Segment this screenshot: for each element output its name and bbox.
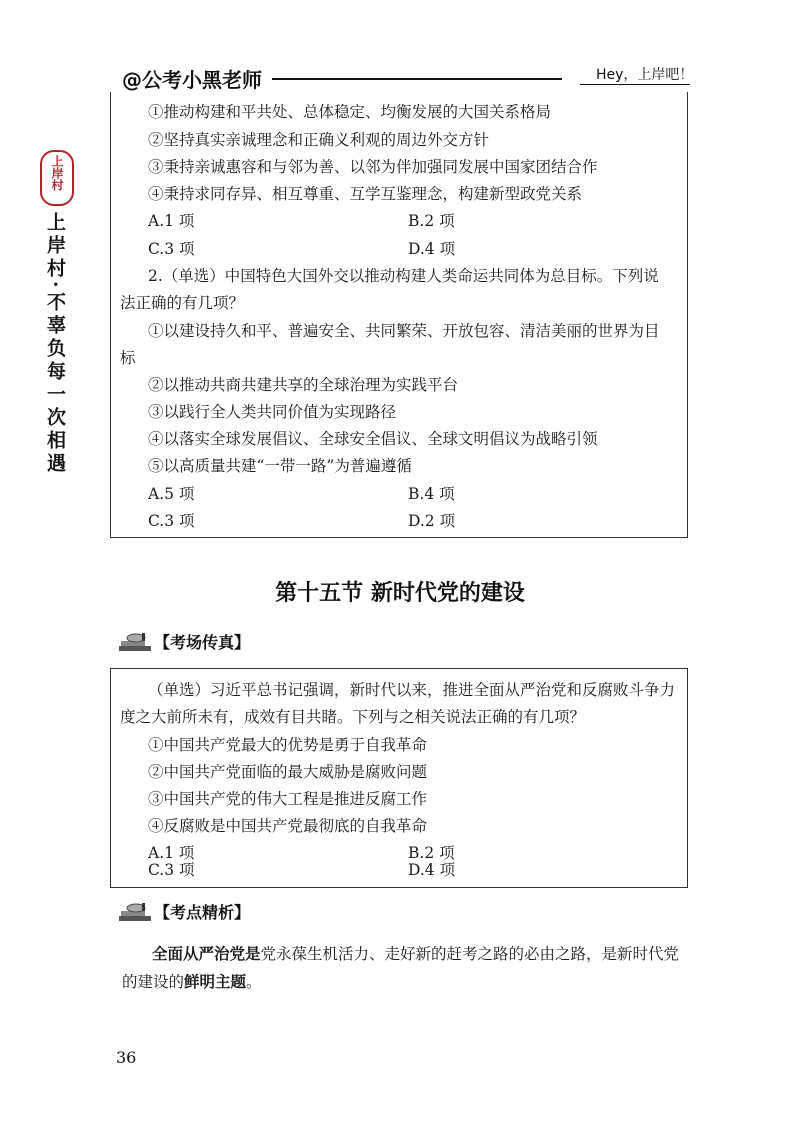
option-a: A.1 项: [148, 844, 195, 862]
option-d: D.2 项: [408, 512, 456, 530]
exam-heading-label: 【考场传真】: [154, 633, 251, 652]
list-item: ③中国共产党的伟大工程是推进反腐工作: [148, 790, 428, 808]
option-a: A.1 项: [148, 212, 195, 230]
list-item: ④秉持求同存异、相互尊重、互学互鉴理念，构建新型政党关系: [148, 185, 583, 203]
option-a: A.5 项: [148, 485, 195, 503]
list-item: ①推动构建和平共处、总体稳定、均衡发展的大国关系格局: [148, 103, 552, 121]
question-stem: （单选）习近平总书记强调，新时代以来，推进全面从严治党和反腐败斗争力: [148, 681, 676, 699]
list-item-cont: 标: [120, 349, 136, 367]
question-stem-cont: 度之大前所未有，成效有目共睹。下列与之相关说法正确的有几项？: [120, 708, 586, 726]
option-d: D.4 项: [408, 861, 456, 879]
list-item: ③秉持亲诚惠容和与邻为善、以邻为伴加强同发展中国家团结合作: [148, 158, 598, 176]
seal-stamp: [40, 150, 74, 206]
option-c: C.3 项: [148, 512, 195, 530]
option-d: D.4 项: [408, 240, 456, 258]
header-underline: [580, 84, 690, 85]
option-c: C.3 项: [148, 861, 195, 879]
list-item: ②中国共产党面临的最大威胁是腐败问题: [148, 763, 428, 781]
option-b: B.2 项: [408, 212, 455, 230]
summary-bold-2: 鲜明主题: [184, 973, 247, 991]
list-item: ③以践行全人类共同价值为实现路径: [148, 403, 397, 421]
header-rule: [272, 78, 562, 80]
desk-icon: [118, 631, 152, 653]
list-item: ④以落实全球发展倡议、全球安全倡议、全球文明倡议为战略引领: [148, 430, 598, 448]
summary-text-1: 党永葆生机活力、走好新的赶考之路的必由之路，是新时代党的建设的: [122, 945, 680, 991]
summary-paragraph: [122, 940, 688, 996]
option-b: B.2 项: [408, 844, 455, 862]
list-item: ②坚持真实亲诚理念和正确义利观的周边外交方针: [148, 131, 490, 149]
analysis-heading-label: 【考点精析】: [154, 903, 251, 922]
list-item: ④反腐败是中国共产党最彻底的自我革命: [148, 817, 428, 835]
question-stem: 2.（单选）中国特色大国外交以推动构建人类命运共同体为总目标。下列说: [148, 267, 659, 285]
option-c: C.3 项: [148, 240, 195, 258]
page-number: 36: [116, 1048, 137, 1067]
side-motto: 上岸村·不辜负每一次相遇: [44, 212, 66, 476]
list-item: ⑤以高质量共建“一带一路”为普遍遵循: [148, 457, 412, 475]
list-item: ①中国共产党最大的优势是勇于自我革命: [148, 736, 428, 754]
exam-heading: [118, 630, 250, 653]
seal-text: 上岸村: [50, 155, 64, 191]
summary-text-2: 。: [246, 973, 262, 991]
option-b: B.4 项: [408, 485, 455, 503]
analysis-heading: [118, 900, 250, 923]
list-item: ①以建设持久和平、普遍安全、共同繁荣、开放包容、清洁美丽的世界为目: [148, 322, 660, 340]
header-slogan: Hey，上岸吧！: [596, 67, 694, 83]
section-title: 第十五节 新时代党的建设: [275, 581, 525, 606]
question-stem-cont: 法正确的有几项？: [120, 294, 245, 312]
header-author: @公考小黑老师: [122, 68, 262, 92]
list-item: ②以推动共商共建共享的全球治理为实践平台: [148, 376, 459, 394]
desk-icon: [118, 901, 152, 923]
summary-bold-1: 全面从严治党是: [152, 945, 261, 963]
